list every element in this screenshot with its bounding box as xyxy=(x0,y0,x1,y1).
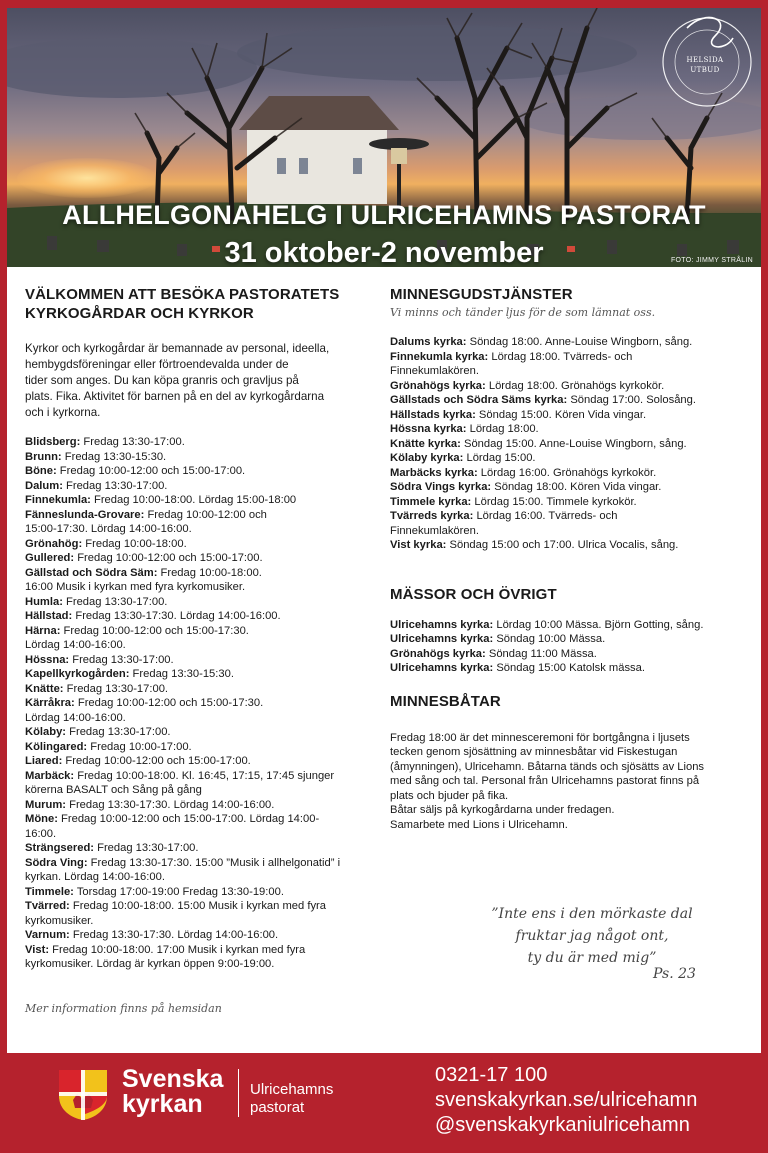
visit-row-name: Knätte: xyxy=(25,682,64,695)
visit-row xyxy=(25,508,361,537)
top-frame xyxy=(0,0,768,8)
memorial-row-name: Kölaby kyrka: xyxy=(390,452,464,464)
boats-line: Samarbete med Lions i Ulricehamn. xyxy=(390,818,568,831)
visit-row xyxy=(25,479,361,494)
visit-row xyxy=(25,551,361,566)
memorial-row-name: Knätte kyrka: xyxy=(390,437,461,450)
visit-row-detail: 15:00-17:30. Lördag 14:00-16:00. xyxy=(25,523,192,535)
visit-row-name: Marbäck: xyxy=(25,769,75,782)
left-column xyxy=(25,285,361,972)
visit-row-name: Brunn: xyxy=(25,450,62,463)
visit-row-name: Böne: xyxy=(25,465,57,477)
intro-line: och i kyrkorna. xyxy=(25,406,101,419)
visit-row-detail: kyrkomusiker. xyxy=(25,914,94,927)
visit-row-detail: Fredag 13:30-17:00. xyxy=(80,436,185,448)
memorial-row-detail: Söndag 18:00. Kören Vida vingar. xyxy=(491,481,662,493)
visit-row-name: Möne: xyxy=(25,813,58,825)
memorial-row xyxy=(390,451,740,466)
memorial-service-list xyxy=(390,335,740,553)
visit-row-name: Kapellkyrkogården: xyxy=(25,668,130,680)
visit-row-name: Humla: xyxy=(25,595,63,608)
memorial-row xyxy=(390,480,740,495)
memorial-row-name: Dalums kyrka: xyxy=(390,336,467,348)
visit-heading-line1: VÄLKOMMEN ATT BESÖKA PASTORATETS xyxy=(25,286,340,303)
visit-row-detail: Torsdag 17:00-19:00 Fredag 13:30-19:00. xyxy=(73,885,284,898)
memorial-row-name: Grönahögs kyrka: xyxy=(390,379,486,392)
boats-heading: MINNESBÅTAR xyxy=(390,692,501,710)
memorial-row xyxy=(390,335,740,350)
visit-row xyxy=(25,769,361,798)
memorial-row xyxy=(390,422,740,437)
visit-row-name: Fänneslunda-Grovare: xyxy=(25,508,145,521)
svenska-kyrkan-shield-icon xyxy=(59,1070,107,1120)
visit-row-name: Grönahög: xyxy=(25,537,83,550)
visit-row xyxy=(25,798,361,813)
memorial-row-name: Marbäcks kyrka: xyxy=(390,466,478,479)
visit-row xyxy=(25,725,361,740)
memorial-row-detail: Lördag 16:00. Grönahögs kyrkokör. xyxy=(477,466,657,479)
visit-row xyxy=(25,740,361,755)
visit-row-detail: kyrkan. Lördag 14:00-16:00. xyxy=(25,871,165,883)
seal-text-2: UTBUD xyxy=(690,66,720,74)
visit-row xyxy=(25,653,361,668)
memorial-row-name: Hällstads kyrka: xyxy=(390,408,476,421)
memorial-row-detail: Söndag 17:00. Solosång. xyxy=(567,394,696,406)
memorial-heading: MINNESGUDSTJÄNSTER xyxy=(390,286,573,303)
seal-text-1: HELSIDA xyxy=(686,56,724,64)
visit-row-name: Finnekumla: xyxy=(25,494,91,506)
memorial-row xyxy=(390,393,740,408)
visit-row-detail: Fredag 10:00-17:00. xyxy=(87,740,192,753)
mass-row-detail: Lördag 10:00 Mässa. Björn Gotting, sång. xyxy=(493,618,704,631)
visit-row-detail: Fredag 10:00-18:00. 15:00 Musik i kyrkan med fyra xyxy=(69,900,326,912)
memorial-row xyxy=(390,538,740,553)
visit-row-detail: Fredag 13:30-17:00. xyxy=(94,842,199,854)
brand-line1: Svenska xyxy=(122,1065,224,1093)
mass-row-detail: Söndag 15:00 Katolsk mässa. xyxy=(493,662,645,674)
logo-divider xyxy=(238,1069,239,1117)
visit-row xyxy=(25,667,361,682)
social-handle[interactable]: @svenskakyrkaniulricehamn xyxy=(435,1114,690,1136)
visit-row xyxy=(25,566,361,595)
visit-row-detail: Fredag 13:30-17:00. xyxy=(66,726,171,738)
visit-row xyxy=(25,450,361,465)
visit-row-name: Kölingared: xyxy=(25,740,88,753)
visit-row xyxy=(25,493,361,508)
intro-line: Kyrkor och kyrkogårdar är bemannade av personal, ideella, xyxy=(25,342,330,355)
visit-row-detail: Fredag 10:00-12:00 och 15:00-17:00. Lördag 14:00- xyxy=(57,813,320,825)
visit-row-detail: Fredag 13:30-17:00. xyxy=(62,595,168,608)
memorial-row xyxy=(390,408,740,423)
visit-row-detail: körerna BASALT och Sång på gång xyxy=(25,784,202,796)
visit-row-detail: Fredag 13:30-17:00. xyxy=(63,682,169,695)
intro-line: tider som anges. Du kan köpa granris och gravljus på xyxy=(25,374,299,387)
visit-row-detail: Fredag 13:30-17:30. Lördag 14:00-16:00. xyxy=(72,610,281,622)
footer xyxy=(0,1053,768,1153)
intro-line: plats. Fika. Aktivitet för barnen på en del av kyrkogårdarna xyxy=(25,390,325,403)
brand-wordmark xyxy=(122,1067,223,1117)
visit-row-name: Kölaby: xyxy=(25,726,67,738)
visit-row-detail: 16:00 Musik i kyrkan med fyra kyrkomusiker. xyxy=(25,581,246,593)
visit-row xyxy=(25,841,361,856)
visit-row-detail: Fredag 13:30-17:30. 15:00 ”Musik i allhelgonatid” i xyxy=(87,856,341,869)
mass-row xyxy=(390,618,740,633)
memorial-row-name: Tvärreds kyrka: xyxy=(390,510,474,522)
memorial-row xyxy=(390,437,740,452)
boats-line: tecken genom sjösättning av minnesbåtar vid Fiskestugan xyxy=(390,746,678,758)
visit-row-name: Strängsered: xyxy=(25,842,95,854)
memorial-row-detail: Finnekumlakören. xyxy=(390,365,479,377)
more-info-note: Mer information finns på hemsidan xyxy=(25,1002,222,1015)
visit-row xyxy=(25,928,361,943)
memorial-row xyxy=(390,495,740,510)
visit-schedule-list xyxy=(25,435,361,972)
mass-row xyxy=(390,647,740,662)
hero-image xyxy=(7,8,761,267)
mass-row-detail: Söndag 11:00 Mässa. xyxy=(485,647,597,660)
visit-row xyxy=(25,435,361,450)
boats-line: med sång och tal. Personal från Ulricehamns pastorat finns på xyxy=(390,775,700,787)
visit-row xyxy=(25,464,361,479)
mass-row xyxy=(390,632,740,647)
mass-list xyxy=(390,618,740,676)
visit-row-name: Kärråkra: xyxy=(25,697,75,709)
memorial-row-detail: Lördag 18:00. xyxy=(466,423,539,435)
mass-row-name: Ulricehamns kyrka: xyxy=(390,633,494,645)
visit-row xyxy=(25,696,361,725)
mass-row-name: Ulricehamns kyrka: xyxy=(390,618,494,631)
visit-row xyxy=(25,537,361,552)
photo-credit: FOTO: JIMMY STRÅLIN xyxy=(670,257,753,264)
memorial-subtitle: Vi minns och tänder ljus för de som lämnat oss. xyxy=(390,306,656,319)
website-link[interactable]: svenskakyrkan.se/ulricehamn xyxy=(435,1089,698,1111)
mass-row-name: Grönahögs kyrka: xyxy=(390,647,486,660)
memorial-row-name: Gällstads och Södra Säms kyrka: xyxy=(390,394,568,406)
memorial-row-detail: Lördag 18:00. Grönahögs kyrkokör. xyxy=(485,379,665,392)
intro-line: hembygdsföreningar eller förtroendevalda under de xyxy=(25,358,289,371)
boats-description xyxy=(390,731,740,833)
boats-line: (åmynningen), Ulricehamn. Båtarna tänds och sjösätts av Lions xyxy=(390,760,705,773)
visit-row-detail: Fredag 10:00-18:00. xyxy=(157,566,262,579)
quote-line: fruktar jag något ont, xyxy=(515,928,669,944)
visit-row-detail: Lördag 14:00-16:00. xyxy=(25,639,126,651)
boats-line: Båtar säljs på kyrkogårdarna under fredagen. xyxy=(390,804,615,816)
visit-row-detail: Fredag 10:00-12:00 och xyxy=(144,508,267,521)
mass-heading: MÄSSOR OCH ÖVRIGT xyxy=(390,585,557,603)
boats-line: plats och bjuder på fika. xyxy=(390,789,509,802)
visit-row-name: Gullered: xyxy=(25,552,75,564)
visit-row-detail: kyrkomusiker. Lördag är kyrkan öppen 9:00-19:00. xyxy=(25,958,275,970)
memorial-row-detail: Lördag 18:00. Tvärreds- och xyxy=(488,350,633,363)
visit-row-name: Timmele: xyxy=(25,885,74,898)
memorial-row xyxy=(390,379,740,394)
brand-line2: kyrkan xyxy=(122,1090,203,1118)
visit-row-name: Dalum: xyxy=(25,479,63,492)
memorial-row-name: Hössna kyrka: xyxy=(390,423,467,435)
visit-row-detail: Fredag 10:00-18:00. 17:00 Musik i kyrkan med fyra xyxy=(49,943,306,956)
visit-row-name: Liared: xyxy=(25,755,63,767)
visit-row-detail: Fredag 13:30-15:30. xyxy=(61,450,167,463)
memorial-row-detail: Söndag 15:00. Kören Vida vingar. xyxy=(475,408,647,421)
visit-row-detail: Fredag 10:00-12:00 och 15:00-17:30. xyxy=(60,624,249,637)
visit-row-detail: Fredag 10:00-12:00 och 15:00-17:00. xyxy=(74,552,263,564)
visit-row-detail: Fredag 10:00-12:00 och 15:00-17:00. xyxy=(62,755,251,767)
quote-line: ”Inte ens i den mörkaste dal xyxy=(491,906,693,922)
visit-row-detail: Fredag 13:30-17:30. Lördag 14:00-16:00. xyxy=(66,798,275,811)
visit-row-name: Tvärred: xyxy=(25,900,70,912)
visit-row-name: Härna: xyxy=(25,624,61,637)
visit-row xyxy=(25,899,361,928)
visit-heading xyxy=(25,285,361,323)
memorial-row xyxy=(390,466,740,481)
poster-date: 31 oktober-2 november xyxy=(224,237,544,267)
visit-row-detail: 16:00. xyxy=(25,827,57,840)
memorial-row-detail: Söndag 18:00. Anne-Louise Wingborn, sång. xyxy=(466,336,693,348)
memorial-row-detail: Söndag 15:00 och 17:00. Ulrica Vocalis, sång. xyxy=(446,539,679,551)
visit-row xyxy=(25,754,361,769)
parish-line2: pastorat xyxy=(250,1099,305,1116)
mass-row-name: Ulricehamns kyrka: xyxy=(390,662,494,674)
visit-row xyxy=(25,595,361,610)
helsida-seal xyxy=(659,12,751,104)
mass-row-detail: Söndag 10:00 Mässa. xyxy=(493,633,606,645)
psalm-reference: Ps. 23 xyxy=(653,966,696,982)
memorial-row-name: Finnekumla kyrka: xyxy=(390,350,489,363)
visit-row-name: Södra Ving: xyxy=(25,856,88,869)
right-column xyxy=(390,285,740,832)
mass-row xyxy=(390,661,740,676)
contact-block xyxy=(435,1063,697,1138)
memorial-row-detail: Lördag 15:00. Timmele kyrkokör. xyxy=(471,495,637,508)
visit-row-detail: Fredag 13:30-15:30. xyxy=(129,668,234,680)
visit-row-detail: Fredag 13:30-17:00. xyxy=(69,653,174,666)
visit-row-detail: Fredag 13:30-17:30. Lördag 14:00-16:00. xyxy=(69,929,279,941)
memorial-row-name: Södra Vings kyrka: xyxy=(390,481,492,493)
visit-row-detail: Fredag 10:00-18:00. Kl. 16:45, 17:15, 17:45 sjunger xyxy=(74,769,335,782)
visit-row xyxy=(25,885,361,900)
visit-row-detail: Fredag 10:00-18:00. xyxy=(82,537,187,550)
quote-line: ty du är med mig” xyxy=(527,950,657,966)
memorial-row-detail: Söndag 15:00. Anne-Louise Wingborn, sång. xyxy=(460,437,687,450)
memorial-row xyxy=(390,509,740,538)
visit-heading-line2: KYRKOGÅRDAR OCH KYRKOR xyxy=(25,305,254,322)
visit-row-detail: Fredag 10:00-12:00 och 15:00-17:30. xyxy=(74,697,264,709)
visit-row xyxy=(25,682,361,697)
visit-row xyxy=(25,812,361,841)
parish-name xyxy=(250,1081,333,1117)
memorial-row xyxy=(390,350,740,379)
visit-row-detail: Fredag 10:00-18:00. Lördag 15:00-18:00 xyxy=(90,494,297,506)
memorial-row-name: Timmele kyrka: xyxy=(390,495,472,508)
visit-row-name: Murum: xyxy=(25,798,67,811)
parish-line1: Ulricehamns xyxy=(250,1081,334,1098)
memorial-row-detail: Lördag 16:00. Tvärreds- och xyxy=(473,510,618,522)
memorial-row-detail: Lördag 15:00. xyxy=(463,452,536,464)
psalm-quote xyxy=(467,903,717,969)
visit-row xyxy=(25,609,361,624)
visit-row-name: Blidsberg: xyxy=(25,436,81,448)
visit-row-name: Gällstad och Södra Säm: xyxy=(25,566,158,579)
content-panel xyxy=(7,267,761,1053)
visit-row xyxy=(25,943,361,972)
visit-row-detail: Fredag 10:00-12:00 och 15:00-17:00. xyxy=(56,465,246,477)
visit-row-name: Hällstad: xyxy=(25,610,73,622)
boats-line: Fredag 18:00 är det minnesceremoni för bortgångna i ljusets xyxy=(390,731,690,744)
visit-row-name: Vist: xyxy=(25,943,50,956)
phone-number[interactable]: 0321-17 100 xyxy=(435,1064,548,1086)
visit-row-detail: Lördag 14:00-16:00. xyxy=(25,711,126,724)
visit-row xyxy=(25,856,361,885)
memorial-row-name: Vist kyrka: xyxy=(390,539,447,551)
visit-row xyxy=(25,624,361,653)
visit-row-detail: Fredag 13:30-17:00. xyxy=(62,479,168,492)
visit-row-name: Hössna: xyxy=(25,653,70,666)
visit-row-name: Varnum: xyxy=(25,929,70,941)
poster-title: ALLHELGONAHELG I ULRICEHAMNS PASTORAT xyxy=(62,200,706,230)
memorial-row-detail: Finnekumlakören. xyxy=(390,524,479,537)
visit-intro xyxy=(25,341,361,421)
